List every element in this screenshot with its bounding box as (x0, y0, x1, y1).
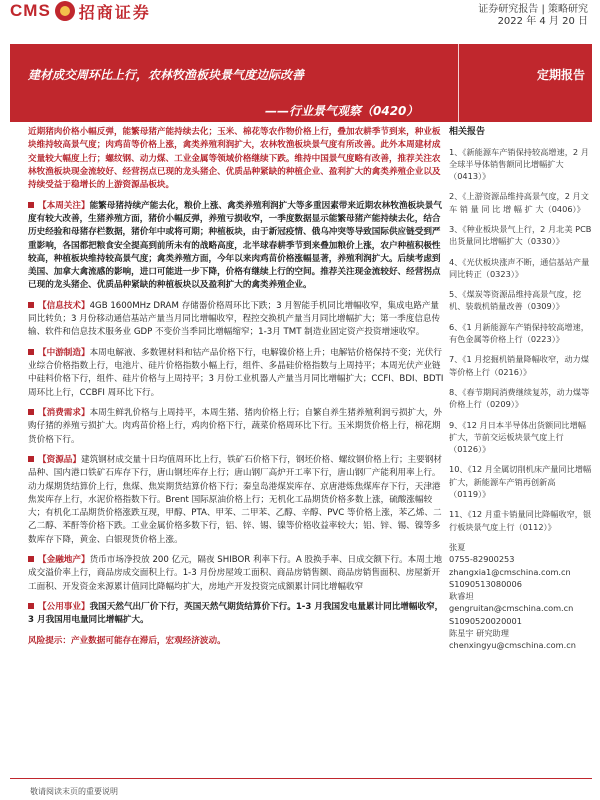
square-bullet-icon (28, 556, 34, 562)
related-report-item[interactable]: 8、《春节期间消费继续复苏，动力煤等价格上行（0209）》 (449, 386, 590, 410)
square-bullet-icon (28, 202, 34, 208)
logo-mark-icon (55, 1, 75, 21)
related-report-item[interactable]: 1、《新能源车产销保持较高增速，2 月全球半导体销售额同比增幅扩大（0413）》 (449, 146, 589, 182)
banner-divider (458, 44, 459, 122)
sidebar (449, 126, 592, 652)
analyst-name: 张夏 (449, 541, 466, 552)
section-lead: 【信息技术】 (38, 300, 90, 311)
section-lead: 【金融地产】 (38, 555, 90, 566)
related-report-item[interactable]: 9、《12 月日本半导体出货额同比增幅扩大，节前交运板块景气度上行（0126）》 (449, 419, 586, 455)
analyst-phone: 0755-82900253 (449, 554, 515, 565)
square-bullet-icon (28, 349, 34, 355)
summary (28, 126, 444, 193)
square-bullet-icon (28, 456, 34, 462)
related-report-item[interactable]: 5、《煤炭等资源品维持高景气度，挖机、装载机销量改善（0309）》 (449, 289, 582, 312)
related-report-item[interactable]: 4、《光伏板块涨声不断，通信基站产量同比转正（0323）》 (449, 256, 590, 279)
related-report-item[interactable]: 2、《上游资源品维持高景气度，2 月文 车 销 量 同 比 增 幅 扩 大（0406）》 (449, 191, 589, 214)
analyst-contacts (449, 541, 592, 652)
section-resources (28, 454, 444, 547)
related-reports (449, 146, 592, 533)
section-midstream (28, 347, 444, 400)
section-focus (28, 200, 444, 293)
section-text: 能繁母猪持续产能去化，粮价上涨、禽类养殖利润扩大等多重因素带来近期农林牧渔板块景气度有较大改善，生猪养殖方面，猪价小幅反弹，养殖亏损收窄，一季度数据显示能繁母猪产能持续去化，结合历史经验和母猪存栏数据，猪价年中或将可期；种植板块，由于新冠疫情、俄乌冲突等导致国际供应链受到严重影响，各国都把粮食安全提高到前所未有的战略高度，北半球春耕季节到来叠加粮价上涨，农户种植积极性较高，种植板块维持较高景气度；禽类养殖方面，今年以来肉鸡苗价格涨幅显著，养殖利润扩大。后续考虑到美国、加拿大禽流感的影响，进口可能进一步下降，价格有继续上行的空间。推荐关注现金流较好、经营拐点已现的龙头猪企、优质品种紧缺的种植板块以及盈利扩大的禽类养殖企业。 (28, 200, 442, 291)
section-text: 本周生鲜乳价格与上周持平，本周生猪、猪肉价格上行；自繁自养生猪养殖利润亏损扩大，外购仔猪的养殖亏损扩大。肉鸡苗价格上行，鸡肉价格下行，蔬菜价格周环比下行。玉米期货价格上行，棉花期货价格下行。 (28, 407, 442, 445)
doc-type: 证券研究报告 | 策略研究 (478, 4, 588, 15)
square-bullet-icon (28, 409, 34, 415)
logo-en: CMS (10, 1, 51, 20)
square-bullet-icon (28, 302, 34, 308)
related-report-item[interactable]: 6、《1 月新能源车产销保持较高增速，有色金属等价格上行（0223）》 (449, 321, 589, 345)
section-text: 4GB 1600MHz DRAM 存储器价格周环比下跌；3 月智能手机同比增幅收窄，集成电路产量同比转负；3 月份移动通信基站产量当月同比增幅收窄，程控交换机产量当月同比增幅扩大；第一季度信息传输、软件和信息技术服务业 GDP 不变价当季同比增幅缩窄；1-3月 TMT 制造业固定资产投资增速收窄。 (28, 300, 441, 338)
section-lead: 【公用事业】 (38, 602, 90, 612)
related-report-item[interactable]: 11、《12 月重卡销量同比降幅收窄，银行板块景气度上行（0112）》 (449, 509, 592, 532)
section-text: 我国天然气出厂价下行，英国天然气期货结算价下行。1-3 月我国发电量累计同比增幅收窄，3 月我国用电量同比增幅扩大。 (28, 602, 444, 626)
analyst-cert: S1090520020001 (449, 615, 522, 626)
analyst-cert: S1090513080006 (449, 578, 522, 589)
related-report-item[interactable]: 10、《12 月全属切削机床产量同比增幅扩大，新能源车产销再创新高（0119）》 (449, 464, 592, 500)
analyst-email[interactable]: chenxingyu@cmschina.com.cn (449, 640, 576, 651)
report-title: 建材成交周环比上行，农林牧渔板块景气度边际改善 (28, 68, 305, 82)
risk-warning: 风险提示：产业数据可能存在滞后，宏观经济波动。 (28, 635, 226, 646)
section-utilities (28, 601, 444, 628)
analyst-name: 陈星宇 研究助理 (449, 628, 509, 638)
report-subtitle: ——行业景气观察（0420） (265, 104, 419, 118)
square-bullet-icon (28, 603, 34, 609)
related-report-item[interactable]: 3、《种业板块景气上行，2 月北美 PCB 出货量同比增幅扩大（0330）》 (449, 223, 592, 247)
footer-disclaimer: 敬请阅读末页的重要说明 (30, 787, 118, 796)
section-consumer (28, 407, 444, 447)
section-lead: 【消费需求】 (38, 407, 90, 418)
section-text: 本周电解液、多数锂材料和钴产品价格下行，电解镍价格上升；电解钴价格保持不变；光伏行业综合价格指数上行，电池片、硅片价格指数小幅上行，组件、多晶硅价格指数与上周持平；本周光伏产业链中硅料价格下行，组件、硅片价格与上周持平；3 月份工业机器人产量当月同比增幅扩大；CCFI、BDI、BDTI 周环比上行，CCBFI 周环比下行。 (28, 347, 444, 398)
section-lead: 【本周关注】 (38, 200, 90, 211)
analyst-email[interactable]: zhangxia1@cmschina.com.cn (449, 566, 571, 577)
footer-divider (10, 778, 592, 779)
logo-cn: 招商证券 (78, 2, 151, 22)
title-banner (10, 44, 592, 122)
brand-logo (10, 0, 151, 22)
section-finance (28, 554, 444, 594)
doc-date: 2022 年 4 月 20 日 (497, 16, 588, 27)
section-it (28, 300, 444, 340)
sidebar-heading: 相关报告 (449, 127, 486, 137)
summary-text: 近期猪肉价格小幅反弹，能繁母猪产能持续去化；玉米、棉花等农作物价格上行，叠加农耕季节到来，种业板块维持较高景气度；肉鸡苗等价格上涨，禽类养殖利润扩大，农林牧渔板块景气度有所改善。此外本周建材成交量较大幅度上行；螺纹钢、动力煤、工业金属等领域价格继续下跌。 (28, 127, 441, 164)
analyst-email[interactable]: gengruitan@cmschina.com.cn (449, 603, 574, 614)
section-lead: 【资源品】 (38, 454, 81, 465)
report-type: 定期报告 (537, 68, 586, 82)
section-text: 货币市场净投放 200 亿元，隔夜 SHIBOR 利率下行。A 股换手率、日成交额下行。本周土地成交溢价率上行，商品房成交面积上行。1-3 月份房屋竣工面积、商品房销售额、商品房销售面积、房屋新开工面积、开发资金来源累计值同比降幅均扩大，房地产开发投资完成额累计同比增幅收窄 (28, 555, 443, 592)
section-text: 建筑钢材成交量十日均值周环比上行，铁矿石价格下行，钢坯价格、螺纹钢价格上行；主要钢材品种、国内港口铁矿石库存下行，唐山钢坯库存上行；唐山钢厂高炉开工率下行，唐山钢厂产能利用率上行。动力煤期货结算价上行，焦煤、焦炭期货结算价格下行；秦皇岛港煤炭库存、京唐港炼焦煤库存下行，天津港焦炭库存上行，水泥价格指数下行。Brent 国际原油价格上行；无机化工品期货价格多数上涨，硫酸涨幅较大；有机化工品期货价格涨跌互现，甲醇、PTA、甲苯、二甲苯、乙醇、辛醇、PVC 等价格上涨，苯乙烯、二乙二醇、苯酐等价格下跌。工业金属价格多数下行，铝、锌、锡、镍等价格收益率较大；铝、锌、锡、镍等多数库存下降，黄金、白银现货价格上涨。 (28, 454, 442, 545)
analyst-name: 耿睿坦 (449, 591, 474, 602)
related-report-item[interactable]: 7、《1 月挖掘机销量降幅收窄，动力煤等价格上行（0216）》 (449, 354, 589, 377)
section-lead: 【中游制造】 (38, 347, 90, 358)
summary-tail: 维持中国景气度略有改善，推荐关注农林牧渔板块现金流较好、经营拐点已现的龙头猪企、优质品种紧缺的种植企业、盈利扩大的禽类养殖企业以及持续受益于稳增长的上游资源品板块。 (28, 153, 441, 191)
main-content (28, 126, 444, 648)
